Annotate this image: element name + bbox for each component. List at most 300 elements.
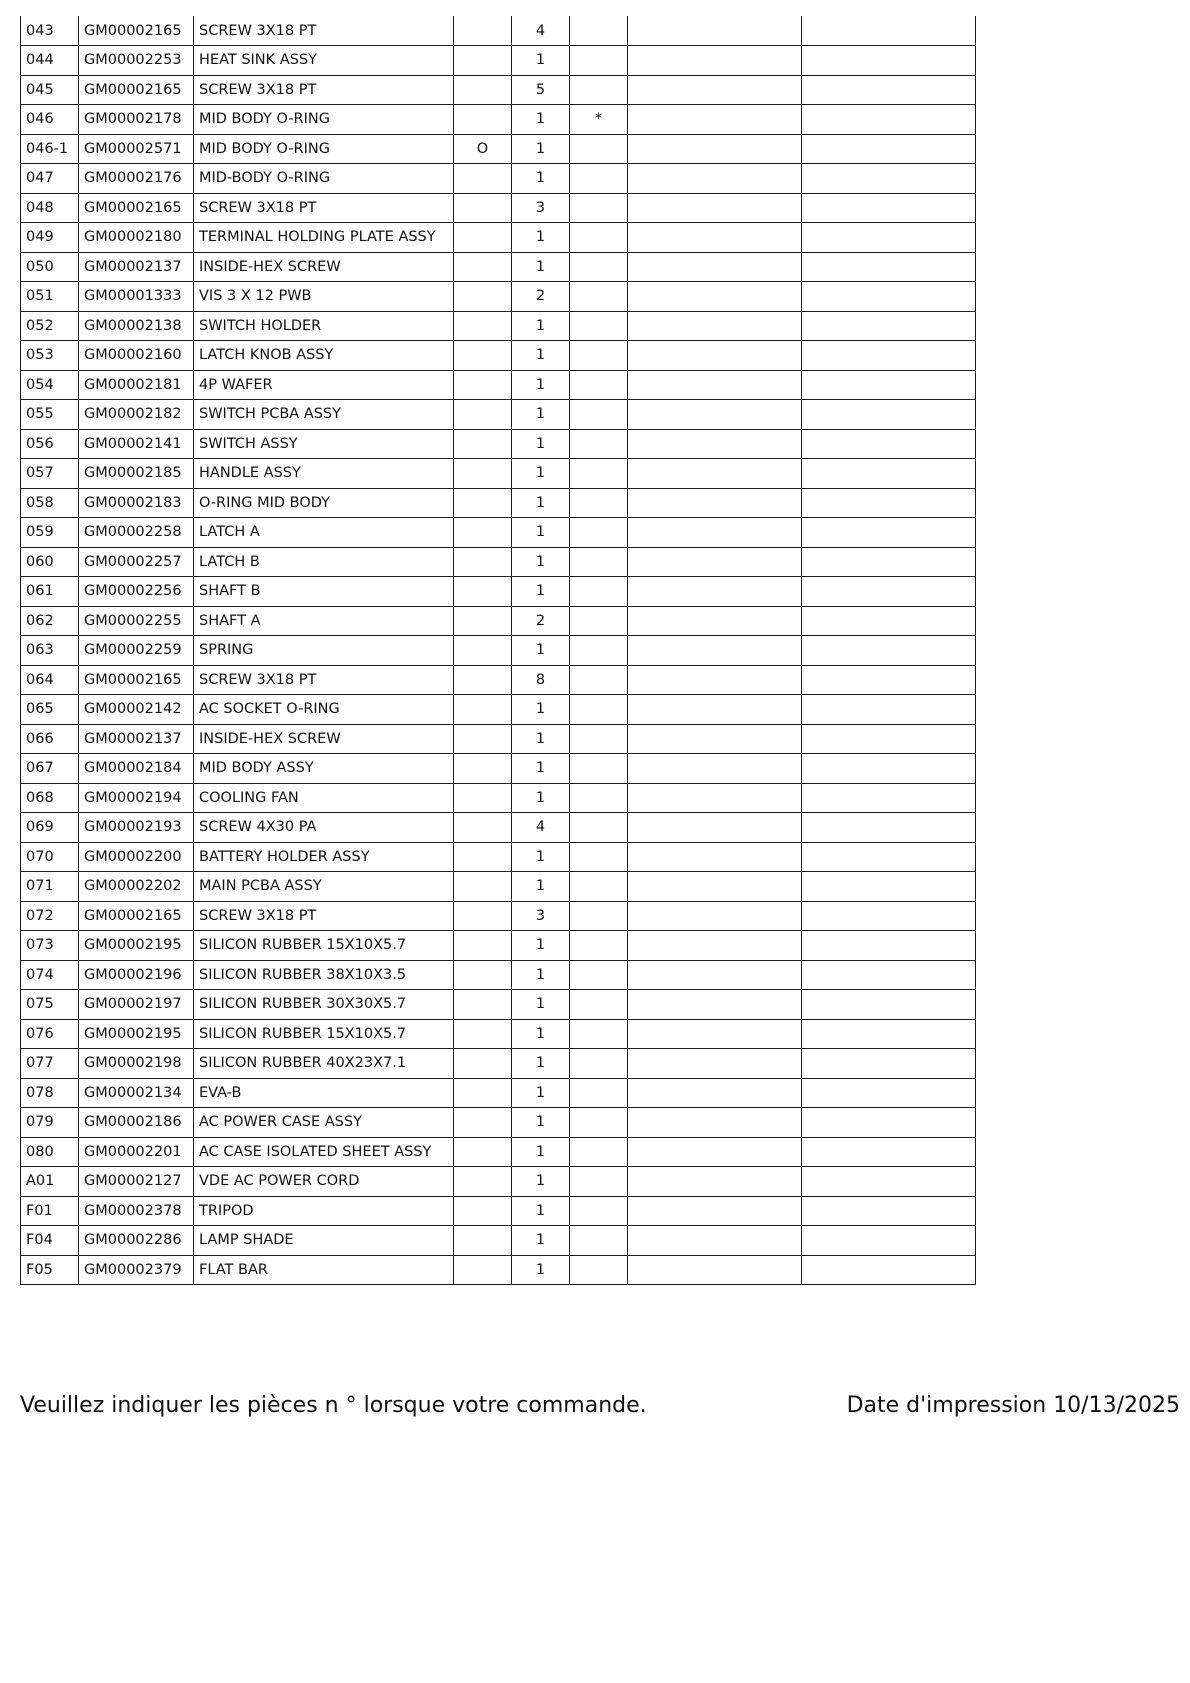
quantity-cell: 1 [512,636,570,666]
empty-cell [802,1019,976,1049]
part-flag-cell [454,311,512,341]
part-flag-cell [454,46,512,76]
empty-cell [802,1049,976,1079]
empty-cell [628,1078,802,1108]
empty-cell [802,518,976,548]
empty-cell [802,75,976,105]
mark-cell [570,606,628,636]
part-number-cell: 054 [21,370,79,400]
mark-cell [570,1196,628,1226]
empty-cell [802,1108,976,1138]
empty-cell [802,606,976,636]
part-number-cell: 056 [21,429,79,459]
part-description-cell: AC POWER CASE ASSY [194,1108,454,1138]
table-row [21,1255,976,1285]
part-description-cell: INSIDE-HEX SCREW [194,724,454,754]
mark-cell [570,46,628,76]
part-flag-cell [454,1019,512,1049]
part-number-cell: 061 [21,577,79,607]
quantity-cell: 8 [512,665,570,695]
part-code-cell: GM00002258 [79,518,194,548]
part-flag-cell [454,252,512,282]
part-flag-cell [454,1049,512,1079]
mark-cell [570,783,628,813]
empty-cell [628,695,802,725]
table-row [21,1078,976,1108]
empty-cell [628,577,802,607]
quantity-cell: 1 [512,990,570,1020]
part-code-cell: GM00002137 [79,724,194,754]
part-code-cell: GM00002198 [79,1049,194,1079]
empty-cell [802,400,976,430]
quantity-cell: 4 [512,813,570,843]
part-description-cell: SCREW 3X18 PT [194,901,454,931]
quantity-cell: 1 [512,1167,570,1197]
table-row [21,990,976,1020]
quantity-cell: 1 [512,429,570,459]
part-number-cell: 050 [21,252,79,282]
empty-cell [802,636,976,666]
part-number-cell: 059 [21,518,79,548]
part-code-cell: GM00001333 [79,282,194,312]
empty-cell [802,223,976,253]
table-row [21,488,976,518]
part-code-cell: GM00002176 [79,164,194,194]
empty-cell [628,164,802,194]
part-flag-cell [454,1108,512,1138]
quantity-cell: 1 [512,1078,570,1108]
empty-cell [628,754,802,784]
part-code-cell: GM00002138 [79,311,194,341]
table-row [21,1108,976,1138]
part-number-cell: 076 [21,1019,79,1049]
part-flag-cell [454,193,512,223]
part-number-cell: F04 [21,1226,79,1256]
part-flag-cell [454,547,512,577]
part-flag-cell [454,960,512,990]
mark-cell [570,931,628,961]
empty-cell [628,1137,802,1167]
part-number-cell: 074 [21,960,79,990]
quantity-cell: 1 [512,724,570,754]
quantity-cell: 5 [512,75,570,105]
empty-cell [802,577,976,607]
mark-cell [570,223,628,253]
empty-cell [802,105,976,135]
empty-cell [628,223,802,253]
empty-cell [802,252,976,282]
empty-cell [802,1196,976,1226]
empty-cell [628,1108,802,1138]
part-code-cell: GM00002134 [79,1078,194,1108]
quantity-cell: 4 [512,16,570,46]
part-description-cell: MID BODY ASSY [194,754,454,784]
part-description-cell: SWITCH ASSY [194,429,454,459]
quantity-cell: 2 [512,606,570,636]
mark-cell [570,547,628,577]
part-number-cell: 080 [21,1137,79,1167]
mark-cell [570,1078,628,1108]
quantity-cell: 1 [512,46,570,76]
part-description-cell: SHAFT A [194,606,454,636]
part-code-cell: GM00002253 [79,46,194,76]
quantity-cell: 1 [512,400,570,430]
part-code-cell: GM00002165 [79,193,194,223]
part-description-cell: LATCH KNOB ASSY [194,341,454,371]
table-row [21,105,976,135]
empty-cell [802,459,976,489]
mark-cell [570,429,628,459]
part-description-cell: HEAT SINK ASSY [194,46,454,76]
part-flag-cell [454,341,512,371]
part-code-cell: GM00002197 [79,990,194,1020]
table-row [21,636,976,666]
part-number-cell: 052 [21,311,79,341]
part-code-cell: GM00002255 [79,606,194,636]
empty-cell [628,813,802,843]
part-code-cell: GM00002182 [79,400,194,430]
part-number-cell: 071 [21,872,79,902]
part-description-cell: SCREW 3X18 PT [194,75,454,105]
part-number-cell: 072 [21,901,79,931]
part-number-cell: 058 [21,488,79,518]
empty-cell [628,105,802,135]
part-code-cell: GM00002186 [79,1108,194,1138]
empty-cell [628,193,802,223]
part-flag-cell [454,1226,512,1256]
part-number-cell: 066 [21,724,79,754]
part-code-cell: GM00002194 [79,783,194,813]
part-flag-cell [454,75,512,105]
part-flag-cell [454,488,512,518]
mark-cell [570,754,628,784]
mark-cell [570,1019,628,1049]
part-description-cell: LATCH A [194,518,454,548]
table-row [21,16,976,46]
empty-cell [628,134,802,164]
quantity-cell: 3 [512,193,570,223]
empty-cell [802,724,976,754]
part-description-cell: VDE AC POWER CORD [194,1167,454,1197]
empty-cell [628,1167,802,1197]
mark-cell [570,518,628,548]
quantity-cell: 1 [512,754,570,784]
empty-cell [628,400,802,430]
part-description-cell: SHAFT B [194,577,454,607]
part-code-cell: GM00002160 [79,341,194,371]
empty-cell [802,1078,976,1108]
part-flag-cell [454,1137,512,1167]
part-number-cell: 069 [21,813,79,843]
empty-cell [628,547,802,577]
table-row [21,606,976,636]
quantity-cell: 1 [512,252,570,282]
table-row [21,813,976,843]
part-description-cell: LATCH B [194,547,454,577]
table-row [21,518,976,548]
order-instruction-note: Veuillez indiquer les pièces n ° lorsque votre commande. [20,1393,647,1418]
part-flag-cell [454,990,512,1020]
table-row [21,1167,976,1197]
part-code-cell: GM00002195 [79,1019,194,1049]
mark-cell [570,872,628,902]
quantity-cell: 1 [512,872,570,902]
mark-cell [570,960,628,990]
empty-cell [802,1226,976,1256]
quantity-cell: 1 [512,1255,570,1285]
part-code-cell: GM00002181 [79,370,194,400]
part-description-cell: TERMINAL HOLDING PLATE ASSY [194,223,454,253]
part-number-cell: 053 [21,341,79,371]
part-number-cell: F05 [21,1255,79,1285]
part-description-cell: COOLING FAN [194,783,454,813]
part-description-cell: SPRING [194,636,454,666]
quantity-cell: 1 [512,164,570,194]
part-code-cell: GM00002142 [79,695,194,725]
part-flag-cell [454,695,512,725]
part-code-cell: GM00002137 [79,252,194,282]
part-number-cell: 060 [21,547,79,577]
table-row [21,341,976,371]
empty-cell [628,16,802,46]
empty-cell [628,1049,802,1079]
part-flag-cell [454,459,512,489]
part-code-cell: GM00002178 [79,105,194,135]
part-description-cell: INSIDE-HEX SCREW [194,252,454,282]
quantity-cell: 1 [512,1196,570,1226]
part-number-cell: 064 [21,665,79,695]
empty-cell [628,75,802,105]
empty-cell [802,1167,976,1197]
part-description-cell: SWITCH HOLDER [194,311,454,341]
part-flag-cell [454,872,512,902]
quantity-cell: 1 [512,931,570,961]
empty-cell [802,960,976,990]
part-number-cell: 065 [21,695,79,725]
part-flag-cell [454,901,512,931]
empty-cell [802,931,976,961]
table-row [21,46,976,76]
part-description-cell: SILICON RUBBER 15X10X5.7 [194,1019,454,1049]
empty-cell [802,783,976,813]
part-number-cell: 055 [21,400,79,430]
empty-cell [802,488,976,518]
table-row [21,223,976,253]
table-row [21,695,976,725]
part-code-cell: GM00002180 [79,223,194,253]
part-number-cell: 077 [21,1049,79,1079]
table-row [21,547,976,577]
part-number-cell: 079 [21,1108,79,1138]
part-description-cell: BATTERY HOLDER ASSY [194,842,454,872]
part-code-cell: GM00002201 [79,1137,194,1167]
mark-cell [570,990,628,1020]
empty-cell [802,134,976,164]
empty-cell [802,429,976,459]
mark-cell [570,282,628,312]
quantity-cell: 1 [512,695,570,725]
table-row [21,164,976,194]
part-number-cell: 043 [21,16,79,46]
part-description-cell: MAIN PCBA ASSY [194,872,454,902]
empty-cell [628,1226,802,1256]
part-number-cell: 073 [21,931,79,961]
part-flag-cell [454,1196,512,1226]
mark-cell [570,695,628,725]
empty-cell [802,193,976,223]
empty-cell [802,311,976,341]
empty-cell [628,1255,802,1285]
parts-table [20,16,976,1285]
mark-cell [570,16,628,46]
table-row [21,724,976,754]
table-row [21,783,976,813]
table-row [21,1137,976,1167]
empty-cell [628,872,802,902]
part-number-cell: 044 [21,46,79,76]
part-code-cell: GM00002195 [79,931,194,961]
table-row [21,1019,976,1049]
part-code-cell: GM00002193 [79,813,194,843]
mark-cell [570,577,628,607]
part-flag-cell [454,1255,512,1285]
empty-cell [802,547,976,577]
table-row [21,901,976,931]
quantity-cell: 1 [512,783,570,813]
table-row [21,842,976,872]
mark-cell [570,842,628,872]
empty-cell [628,783,802,813]
mark-cell [570,488,628,518]
empty-cell [802,695,976,725]
mark-cell [570,1226,628,1256]
part-flag-cell [454,636,512,666]
part-number-cell: 063 [21,636,79,666]
mark-cell [570,1137,628,1167]
empty-cell [628,1196,802,1226]
part-description-cell: HANDLE ASSY [194,459,454,489]
part-flag-cell [454,16,512,46]
empty-cell [628,1019,802,1049]
part-flag-cell [454,665,512,695]
table-row [21,134,976,164]
table-row [21,1196,976,1226]
part-flag-cell [454,606,512,636]
empty-cell [628,282,802,312]
part-code-cell: GM00002141 [79,429,194,459]
empty-cell [802,370,976,400]
empty-cell [802,1255,976,1285]
quantity-cell: 1 [512,518,570,548]
part-number-cell: 046 [21,105,79,135]
part-description-cell: MID-BODY O-RING [194,164,454,194]
part-code-cell: GM00002200 [79,842,194,872]
quantity-cell: 1 [512,459,570,489]
empty-cell [628,429,802,459]
part-description-cell: 4P WAFER [194,370,454,400]
empty-cell [628,606,802,636]
part-description-cell: SILICON RUBBER 40X23X7.1 [194,1049,454,1079]
table-row [21,577,976,607]
part-number-cell: 047 [21,164,79,194]
mark-cell [570,400,628,430]
part-description-cell: SCREW 3X18 PT [194,16,454,46]
quantity-cell: 1 [512,842,570,872]
mark-cell [570,636,628,666]
empty-cell [628,518,802,548]
part-description-cell: MID BODY O-RING [194,134,454,164]
part-flag-cell [454,518,512,548]
part-code-cell: GM00002165 [79,16,194,46]
part-flag-cell [454,400,512,430]
part-code-cell: GM00002202 [79,872,194,902]
empty-cell [628,311,802,341]
quantity-cell: 2 [512,282,570,312]
quantity-cell: 1 [512,311,570,341]
empty-cell [628,636,802,666]
empty-cell [628,341,802,371]
quantity-cell: 1 [512,370,570,400]
table-row [21,1049,976,1079]
part-number-cell: 045 [21,75,79,105]
mark-cell [570,370,628,400]
table-row [21,754,976,784]
quantity-cell: 1 [512,488,570,518]
part-code-cell: GM00002256 [79,577,194,607]
part-code-cell: GM00002257 [79,547,194,577]
part-description-cell: SWITCH PCBA ASSY [194,400,454,430]
part-description-cell: SILICON RUBBER 38X10X3.5 [194,960,454,990]
part-code-cell: GM00002259 [79,636,194,666]
empty-cell [802,813,976,843]
part-flag-cell [454,1167,512,1197]
empty-cell [628,665,802,695]
quantity-cell: 1 [512,577,570,607]
part-flag-cell [454,429,512,459]
quantity-cell: 1 [512,105,570,135]
mark-cell [570,341,628,371]
part-code-cell: GM00002165 [79,901,194,931]
part-flag-cell [454,842,512,872]
part-flag-cell [454,724,512,754]
empty-cell [802,341,976,371]
part-flag-cell [454,813,512,843]
mark-cell: * [570,105,628,135]
table-row [21,370,976,400]
part-flag-cell: O [454,134,512,164]
part-number-cell: 051 [21,282,79,312]
part-flag-cell [454,282,512,312]
table-row [21,252,976,282]
table-row [21,400,976,430]
part-flag-cell [454,223,512,253]
empty-cell [802,842,976,872]
part-number-cell: 057 [21,459,79,489]
part-number-cell: 068 [21,783,79,813]
part-code-cell: GM00002165 [79,75,194,105]
mark-cell [570,193,628,223]
table-row [21,872,976,902]
part-code-cell: GM00002378 [79,1196,194,1226]
mark-cell [570,1049,628,1079]
part-code-cell: GM00002184 [79,754,194,784]
part-code-cell: GM00002127 [79,1167,194,1197]
table-row [21,429,976,459]
part-flag-cell [454,164,512,194]
mark-cell [570,901,628,931]
part-number-cell: 049 [21,223,79,253]
empty-cell [802,901,976,931]
